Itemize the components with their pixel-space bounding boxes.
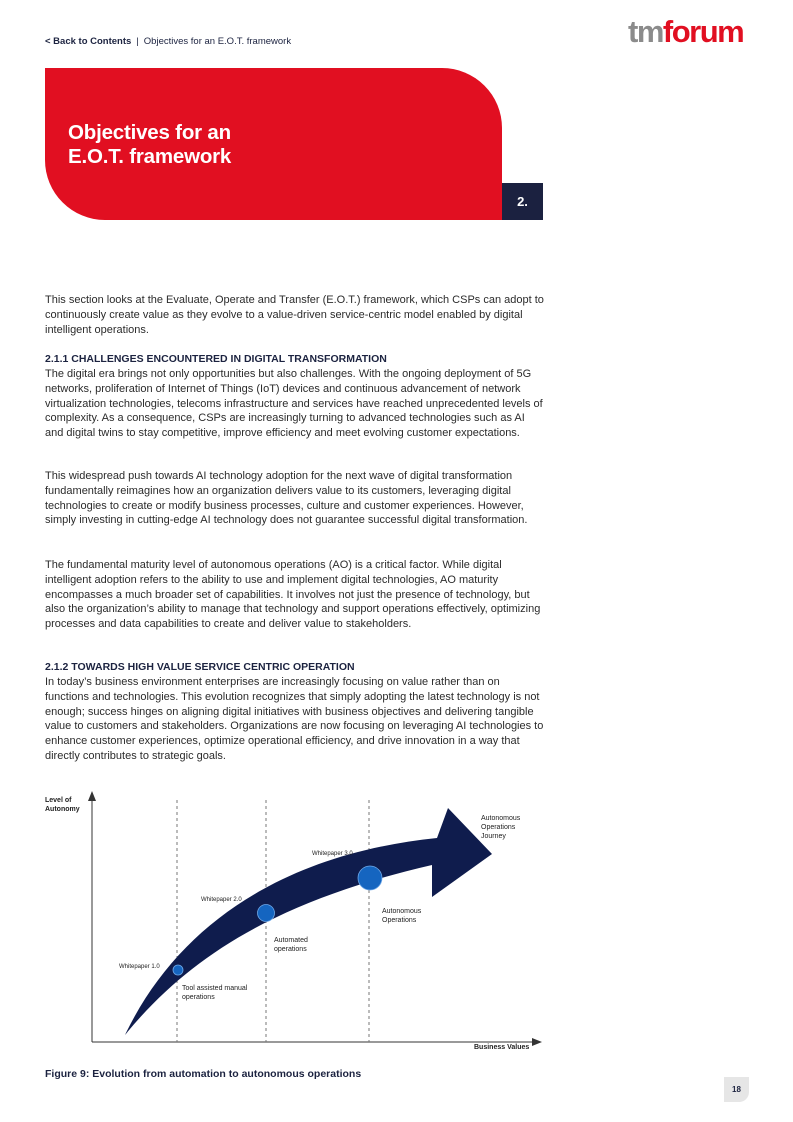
section-heading-challenges: 2.1.1 CHALLENGES ENCOUNTERED IN DIGITAL TRANSFORMATION (45, 353, 387, 365)
stage-label-1-line-2: operations (182, 994, 215, 1001)
journey-label-line-1: Autonomous (481, 815, 521, 822)
paragraph-challenges: The digital era brings not only opportunities but also challenges. With the ongoing deployment of 5G networks, proliferation of Internet of Things (IoT) devices and continuous advancement of network virtualization technologies, telecoms infrastructure and services have reached unprecedented levels of complexity. As a consequence, CSPs are increasingly turning to advanced technologies such as AI and digital twins to stay competitive, improve efficiency and meet evolving customer expectations. (45, 368, 543, 440)
y-axis-label-line-1: Level of (45, 797, 72, 804)
paragraph-ao-maturity: The fundamental maturity level of autonomous operations (AO) is a critical factor. While digital intelligent adoption refers to the ability to use and implement digital technologies, AO maturity encompasses a much broader set of capabilities. It involves not just the presence of technology, but also the organization’s ability to manage that technology and support operations effectively, optimizing processes and data capabilities to create and deliver value to stakeholders. (45, 559, 541, 631)
paragraph-value-centric: In today’s business environment enterprises are increasingly focusing on value rather than on functions and technologies. This evolution recognizes that simply adopting the latest technology is not enough; success hinges on aligning digital initiatives with business objectives and delivering tangible value to customers and stakeholders. Organizations are now focusing on leveraging AI technologies to enhance customer experiences, optimize operational efficiency, and drive innovation in a way that directly contributes to strategic goals. (45, 676, 544, 762)
paragraph-ai-adoption: This widespread push towards AI technology adoption for the next wave of digital transformation fundamentally reimagines how an organization delivers value to its customers, leveraging digital technologies to create or modify business processes, culture and customer experiences. However, simply investing in cutting-edge AI technology does not guarantee successful digital transformation. (45, 470, 528, 527)
autonomy-evolution-figure (40, 785, 550, 1055)
x-axis-arrowhead (532, 1038, 542, 1046)
breadcrumb-separator: | (136, 36, 139, 47)
stage-label-1-line-1: Tool assisted manual (182, 985, 248, 992)
stage-label-2-line-1: Automated (274, 937, 308, 944)
y-axis-label-line-2: Autonomy (45, 806, 80, 813)
tmforum-logo[interactable] (628, 14, 743, 50)
breadcrumb-current: Objectives for an E.O.T. framework (143, 36, 292, 47)
intro-paragraph: This section looks at the Evaluate, Operate and Transfer (E.O.T.) framework, which CSPs can adopt to continuously create value as they evolve to a value-driven service-centric model enabled by digital intelligent operations. (45, 294, 544, 336)
page-title (68, 121, 368, 169)
milestone-dot-1 (173, 965, 183, 975)
back-to-contents-link[interactable]: < Back to Contents (45, 36, 132, 47)
journey-label-line-3: Journey (481, 833, 506, 840)
chapter-number-badge: 2. (502, 183, 543, 220)
journey-label-line-2: Operations (481, 824, 516, 831)
logo-tm: tm (628, 14, 663, 49)
page-number: 18 (724, 1077, 749, 1102)
logo-forum: forum (662, 14, 744, 49)
milestone-marker-label-3: Whitepaper 3.0 (312, 851, 353, 857)
page-title-line-2: E.O.T. framework (68, 145, 232, 168)
x-axis-label: Business Values (474, 1044, 530, 1051)
section-heading-value-centric: 2.1.2 TOWARDS HIGH VALUE SERVICE CENTRIC OPERATION (45, 661, 355, 673)
figure-caption: Figure 9: Evolution from automation to autonomous operations (45, 1068, 362, 1080)
journey-arrow (125, 808, 492, 1035)
milestone-marker-label-1: Whitepaper 1.0 (119, 964, 160, 970)
autonomy-diagram (40, 785, 550, 1055)
breadcrumb (45, 36, 291, 47)
stage-label-3-line-2: Operations (382, 917, 417, 924)
milestone-dot-2 (258, 905, 275, 922)
y-axis-arrowhead (88, 791, 96, 801)
page-title-line-1: Objectives for an (68, 121, 231, 144)
milestone-dot-3 (358, 866, 382, 890)
axes (88, 791, 542, 1046)
stage-label-2-line-2: operations (274, 946, 307, 953)
milestone-marker-label-2: Whitepaper 2.0 (201, 897, 242, 903)
stage-label-3-line-1: Autonomous (382, 908, 422, 915)
stage-dividers (177, 800, 369, 1042)
